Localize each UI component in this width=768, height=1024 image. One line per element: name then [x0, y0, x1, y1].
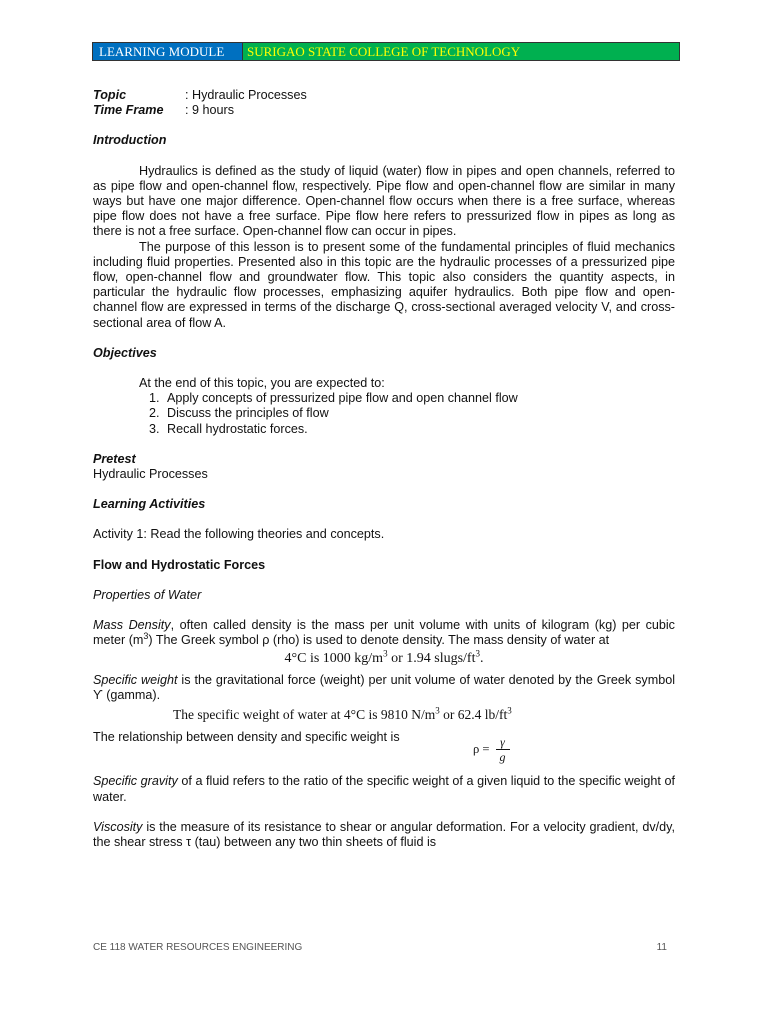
- objectives-heading: Objectives: [93, 345, 157, 360]
- specific-weight-formula: [93, 707, 675, 722]
- specific-weight-formula-sup1: 3: [435, 705, 440, 716]
- objectives-intro: At the end of this topic, you are expected to:: [139, 376, 385, 391]
- density-formula: [93, 648, 675, 667]
- fraction-denominator: g: [499, 750, 506, 765]
- course-title: CE 118 WATER RESOURCES ENGINEERING: [93, 942, 303, 953]
- specific-weight-formula-sup2: 3: [507, 705, 512, 716]
- topic-value: : Hydraulic Processes: [185, 88, 307, 102]
- specific-weight-formula-b: or 62.4 lb/ft: [439, 707, 508, 723]
- density-formula-sup2: 3: [475, 648, 480, 659]
- mass-density-text-a: , often called density is the mass per unit volume with units of kilogram (kg) per cubic meter (m: [93, 618, 675, 648]
- objective-item: 3. Recall hydrostatic forces.: [163, 422, 675, 437]
- pretest-heading: Pretest: [93, 451, 136, 466]
- intro-paragraph-1: Hydraulics is defined as the study of liquid (water) flow in pipes and open channels, referred to as pipe flow and open-channel flow, respectively. Pipe flow and open-channel flow are similar in many ways but have one major difference. Open-channel flow occurs when there is a free surface, whereas pipe flow does not have a free surface. Pipe flow here refers to pressurized flow in pipes as long as there is not a free surface. Open-channel flow can occur in pipes.: [93, 163, 675, 239]
- institution-name: SURIGAO STATE COLLEGE OF TECHNOLOGY: [243, 43, 679, 60]
- objectives-list: [139, 391, 675, 437]
- activity-1-text: Activity 1: Read the following theories and concepts.: [93, 527, 385, 542]
- topic-label: Topic: [93, 88, 127, 102]
- pretest-text: Hydraulic Processes: [93, 467, 208, 482]
- relationship-text: The relationship between density and specific weight is: [93, 730, 400, 745]
- objective-item: 1. Apply concepts of pressurized pipe flow and open channel flow: [163, 391, 675, 406]
- specific-weight-text: is the gravitational force (weight) per unit volume of water denoted by the Greek symbol ϒ (gamma).: [93, 672, 676, 702]
- module-label: LEARNING MODULE: [93, 43, 243, 60]
- density-formula-sup1: 3: [383, 648, 388, 659]
- topic-row: [93, 88, 675, 103]
- document-body: [93, 88, 675, 850]
- specific-gravity-paragraph: [93, 774, 675, 804]
- properties-subheading: Properties of Water: [93, 587, 202, 602]
- viscosity-text: is the measure of its resistance to shear or angular deformation. For a velocity gradient, dv/dy, the shear stress τ (tau) between any two thin sheets of fluid is: [93, 819, 675, 849]
- density-formula-b: or 1.94 slugs/ft: [387, 651, 476, 667]
- density-weight-equation: [473, 736, 510, 763]
- relationship-row: [93, 730, 675, 763]
- objectives-block: [93, 376, 675, 437]
- rho-equals: ρ =: [473, 742, 490, 757]
- page-footer: [93, 942, 667, 953]
- mass-density-term: Mass Density: [93, 618, 171, 633]
- viscosity-term: Viscosity: [93, 819, 143, 834]
- introduction-heading: Introduction: [93, 133, 167, 148]
- objective-item: 2. Discuss the principles of flow: [163, 406, 675, 421]
- specific-weight-formula-a: The specific weight of water at 4°C is 9810 N/m: [173, 707, 436, 723]
- module-header: [92, 42, 680, 61]
- time-frame-row: [93, 103, 675, 118]
- time-frame-label: Time Frame: [93, 103, 164, 118]
- flow-heading: Flow and Hydrostatic Forces: [93, 557, 266, 572]
- time-frame-value: : 9 hours: [185, 103, 235, 118]
- specific-weight-paragraph: [93, 673, 675, 703]
- learning-activities-heading: Learning Activities: [93, 497, 206, 512]
- mass-density-paragraph: [93, 618, 675, 648]
- gamma-over-g-fraction: [496, 736, 510, 763]
- specific-weight-term: Specific weight: [93, 672, 178, 687]
- density-formula-c: .: [479, 651, 484, 667]
- mass-density-sup: 3: [143, 631, 149, 642]
- viscosity-paragraph: [93, 820, 675, 850]
- specific-gravity-text: of a fluid refers to the ratio of the specific weight of a given liquid to the specific weight of water.: [93, 774, 675, 804]
- density-formula-a: 4°C is 1000 kg/m: [284, 651, 384, 667]
- fraction-numerator: γ: [500, 735, 505, 750]
- mass-density-text-b: ) The Greek symbol ρ (rho) is used to denote density. The mass density of water at: [148, 633, 610, 648]
- intro-paragraph-2: The purpose of this lesson is to present some of the fundamental principles of fluid mechanics including fluid properties. Presented also in this topic are the hydraulic processes of a pressurized pipe flow, open-channel flow and groundwater flow. This topic also considers the quantity aspects, in particular the hydraulic flow processes, emphasizing aquifer hydraulics. Both pipe flow and open-channel flow are expressed in terms of the discharge Q, cross-sectional averaged velocity V, and cross-sectional area of flow A.: [93, 239, 675, 330]
- specific-gravity-term: Specific gravity: [93, 774, 178, 789]
- page-number: 11: [656, 942, 667, 953]
